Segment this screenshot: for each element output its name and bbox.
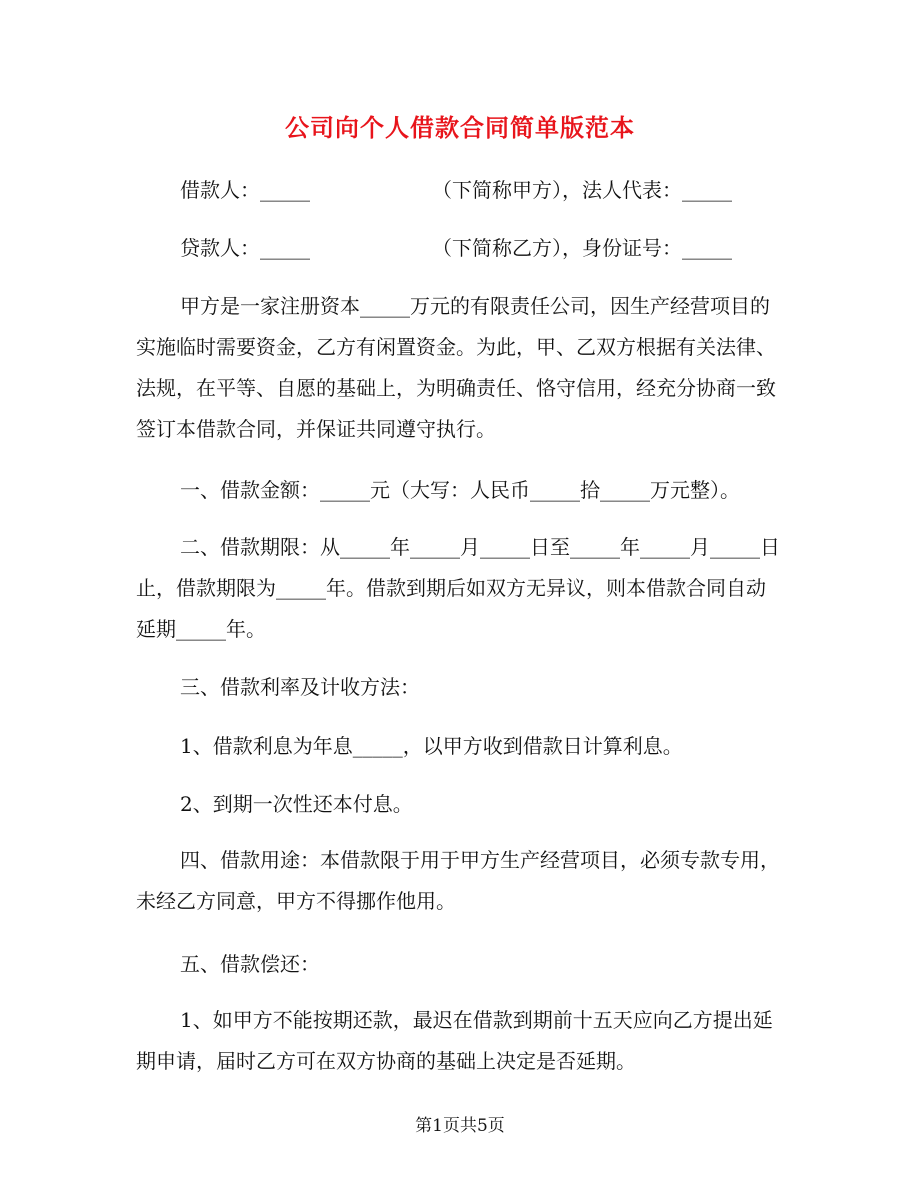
borrower-line [180, 175, 780, 205]
clause-interest-2 [136, 784, 784, 825]
clause-usage-text: 四、借款用途：本借款限于用于甲方生产经营项目，必须专款专用，未经乙方同意，甲方不得挪作他用。 [136, 848, 780, 913]
clause-interest-heading-text: 三、借款利率及计收方法： [180, 675, 420, 699]
lender-label: 贷款人：_____ [180, 236, 310, 260]
page-footer: 第1页共5页 [415, 1116, 505, 1136]
clause-interest-1 [136, 726, 784, 767]
lender-line [180, 233, 780, 263]
clause-usage [136, 840, 784, 922]
clause-repay-1 [136, 1000, 784, 1082]
clause-amount [136, 470, 784, 511]
clause-interest-1-text: 1、借款利息为年息_____，以甲方收到借款日计算利息。 [180, 734, 683, 758]
intro-text: 甲方是一家注册资本_____万元的有限责任公司，因生产经营项目的实施临时需要资金，乙方有闲置资金。为此，甲、乙双方根据有关法律、法规，在平等、自愿的基础上，为明确责任、恪守信用，经充分协商一致签订本借款合同，并保证共同遵守执行。 [136, 294, 776, 441]
clause-repay-heading [136, 944, 784, 985]
clause-term-text: 二、借款期限：从_____年_____月_____日至_____年_____月_____日止，借款期限为_____年。借款到期后如双方无异议，则本借款合同自动延期_____年。 [136, 535, 780, 641]
clause-amount-text: 一、借款金额：_____元（大写：人民币_____拾_____万元整）。 [180, 478, 740, 502]
lender-suffix: （下简称乙方），身份证号：_____ [432, 236, 732, 260]
clause-repay-heading-text: 五、借款偿还： [180, 952, 320, 976]
document-title: 公司向个人借款合同简单版范本 [285, 113, 635, 142]
clause-interest-heading [136, 667, 784, 708]
clause-interest-2-text: 2、到期一次性还本付息。 [180, 792, 413, 816]
clause-term [136, 527, 784, 650]
borrower-label: 借款人：_____ [180, 178, 310, 202]
borrower-suffix: （下简称甲方），法人代表：_____ [432, 178, 732, 202]
clause-repay-1-text: 1、如甲方不能按期还款，最迟在借款到期前十五天应向乙方提出延期申请，届时乙方可在双方协商的基础上决定是否延期。 [136, 1008, 773, 1073]
intro-paragraph [136, 286, 784, 450]
